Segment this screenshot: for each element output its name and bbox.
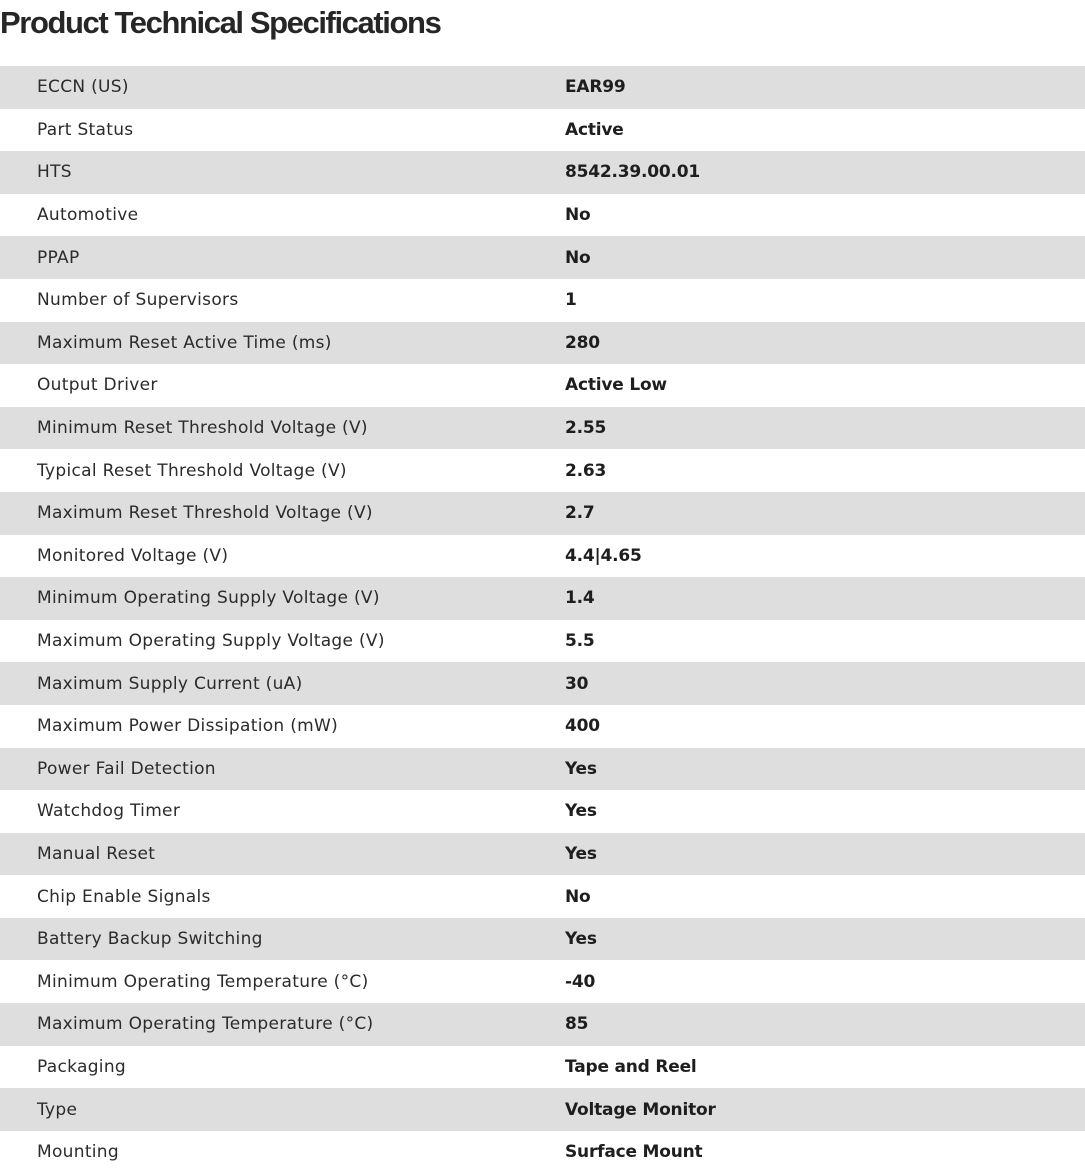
spec-value: 2.63 bbox=[565, 460, 607, 481]
spec-value: No bbox=[565, 205, 591, 226]
spec-row-number-of-supervisors bbox=[0, 279, 1085, 322]
spec-row-eccn bbox=[0, 66, 1085, 109]
spec-row-min-operating-supply-voltage bbox=[0, 577, 1085, 620]
spec-value: 5.5 bbox=[565, 631, 595, 652]
spec-label: ECCN (US) bbox=[37, 77, 129, 98]
spec-label: Maximum Operating Temperature (°C) bbox=[37, 1014, 374, 1035]
spec-value: Yes bbox=[565, 843, 597, 864]
spec-value: 85 bbox=[565, 1014, 589, 1035]
spec-row-max-reset-active-time bbox=[0, 322, 1085, 365]
spec-label: Type bbox=[37, 1099, 78, 1120]
spec-value: Active bbox=[565, 119, 624, 140]
spec-row-watchdog-timer bbox=[0, 790, 1085, 833]
spec-value: 2.7 bbox=[565, 503, 595, 524]
spec-row-chip-enable-signals bbox=[0, 875, 1085, 918]
spec-value: 1 bbox=[565, 290, 577, 311]
spec-table bbox=[0, 66, 1085, 1173]
spec-label: Manual Reset bbox=[37, 843, 156, 864]
spec-label: Battery Backup Switching bbox=[37, 929, 263, 950]
spec-row-mounting bbox=[0, 1131, 1085, 1173]
page-title: Product Technical Specifications bbox=[0, 5, 441, 40]
spec-value: Surface Mount bbox=[565, 1142, 703, 1163]
spec-row-max-power-dissipation bbox=[0, 705, 1085, 748]
spec-row-min-reset-threshold-voltage bbox=[0, 407, 1085, 450]
spec-value: 400 bbox=[565, 716, 600, 737]
spec-row-ppap bbox=[0, 236, 1085, 279]
spec-label: Maximum Reset Active Time (ms) bbox=[37, 332, 332, 353]
spec-row-min-operating-temperature bbox=[0, 960, 1085, 1003]
spec-label: Maximum Supply Current (uA) bbox=[37, 673, 303, 694]
spec-label: Minimum Operating Temperature (°C) bbox=[37, 971, 369, 992]
spec-row-battery-backup-switching bbox=[0, 918, 1085, 961]
spec-label: Maximum Reset Threshold Voltage (V) bbox=[37, 503, 373, 524]
spec-row-max-supply-current bbox=[0, 662, 1085, 705]
spec-row-packaging bbox=[0, 1046, 1085, 1089]
spec-value: -40 bbox=[565, 971, 596, 992]
spec-row-max-reset-threshold-voltage bbox=[0, 492, 1085, 535]
spec-label: Minimum Reset Threshold Voltage (V) bbox=[37, 418, 368, 439]
spec-row-hts bbox=[0, 151, 1085, 194]
spec-row-max-operating-supply-voltage bbox=[0, 620, 1085, 663]
spec-value: Yes bbox=[565, 929, 597, 950]
spec-value: 1.4 bbox=[565, 588, 595, 609]
spec-label: Automotive bbox=[37, 205, 139, 226]
spec-label: Power Fail Detection bbox=[37, 758, 216, 779]
spec-label: Typical Reset Threshold Voltage (V) bbox=[37, 460, 347, 481]
spec-row-manual-reset bbox=[0, 833, 1085, 876]
spec-row-type bbox=[0, 1088, 1085, 1131]
spec-value: 30 bbox=[565, 673, 589, 694]
spec-label: Maximum Power Dissipation (mW) bbox=[37, 716, 339, 737]
spec-label: Number of Supervisors bbox=[37, 290, 239, 311]
spec-label: Output Driver bbox=[37, 375, 158, 396]
spec-value: No bbox=[565, 886, 591, 907]
spec-label: Minimum Operating Supply Voltage (V) bbox=[37, 588, 380, 609]
spec-row-max-operating-temperature bbox=[0, 1003, 1085, 1046]
spec-label: Mounting bbox=[37, 1142, 119, 1163]
spec-row-automotive bbox=[0, 194, 1085, 237]
spec-row-part-status bbox=[0, 109, 1085, 152]
spec-value: Tape and Reel bbox=[565, 1056, 697, 1077]
spec-value: No bbox=[565, 247, 591, 268]
spec-label: Chip Enable Signals bbox=[37, 886, 211, 907]
spec-value: Yes bbox=[565, 801, 597, 822]
spec-value: EAR99 bbox=[565, 77, 626, 98]
spec-label: Part Status bbox=[37, 119, 134, 140]
spec-label: Maximum Operating Supply Voltage (V) bbox=[37, 631, 385, 652]
spec-row-output-driver bbox=[0, 364, 1085, 407]
spec-label: Watchdog Timer bbox=[37, 801, 181, 822]
spec-label: Monitored Voltage (V) bbox=[37, 545, 229, 566]
spec-value: 8542.39.00.01 bbox=[565, 162, 701, 183]
spec-label: Packaging bbox=[37, 1056, 126, 1077]
spec-value: 280 bbox=[565, 332, 600, 353]
spec-row-power-fail-detection bbox=[0, 748, 1085, 791]
spec-row-monitored-voltage bbox=[0, 535, 1085, 578]
spec-row-typ-reset-threshold-voltage bbox=[0, 449, 1085, 492]
spec-label: HTS bbox=[37, 162, 72, 183]
spec-label: PPAP bbox=[37, 247, 80, 268]
spec-value: Voltage Monitor bbox=[565, 1099, 716, 1120]
spec-value: 4.4|4.65 bbox=[565, 545, 642, 566]
spec-value: 2.55 bbox=[565, 418, 607, 439]
spec-table-body bbox=[0, 66, 1085, 1173]
spec-value: Active Low bbox=[565, 375, 667, 396]
spec-value: Yes bbox=[565, 758, 597, 779]
